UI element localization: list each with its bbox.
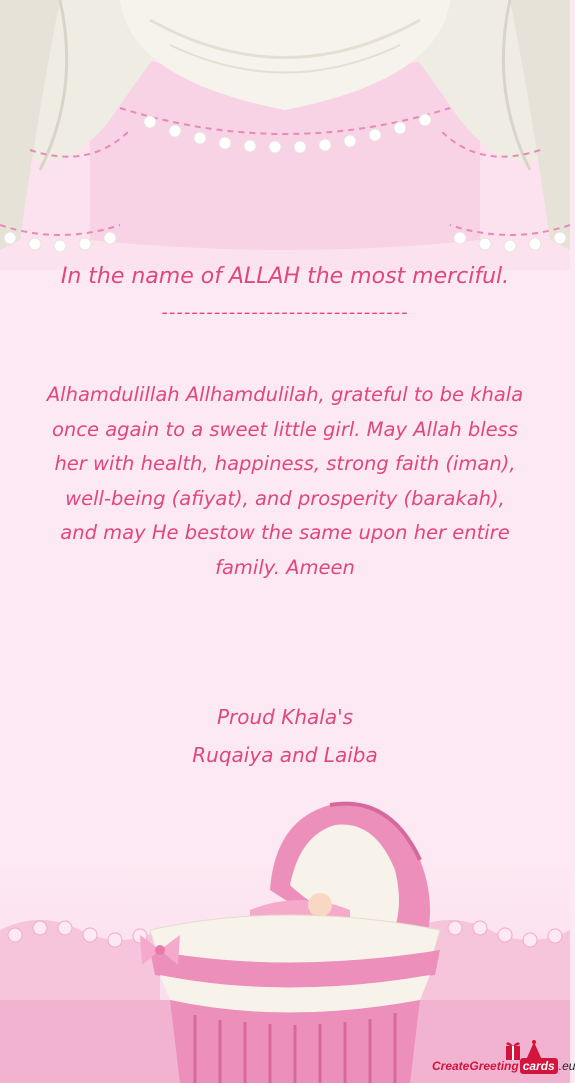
signature-line-2: Ruqaiya and Laiba [192,743,378,767]
signature-line-1: Proud Khala's [216,705,354,729]
brand-part-2: cards [520,1058,558,1074]
card-message: Alhamdulillah Allhamdulilah, grateful to be khala once again to a sweet little girl. May Allah bless her with health, happiness, strong faith (iman), well-being (afiyat), and prosperity (barakah), and may He bestow the same upon her entire family. Ameen [46,383,524,579]
cradle-decoration [0,800,570,1083]
brand-part-1: CreateGreeting [432,1059,519,1073]
card-heading: In the name of ALLAH the most merciful. [60,264,510,289]
divider-line: --------------------------------- [161,302,409,323]
brand-part-3: .eu [558,1059,575,1073]
curtain-decoration [0,0,570,270]
brand-logo[interactable] [432,1056,575,1076]
